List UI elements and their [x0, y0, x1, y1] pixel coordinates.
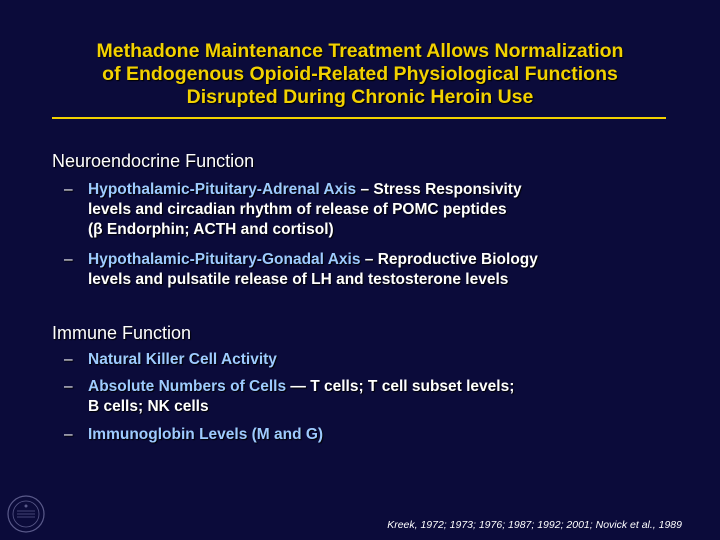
bullet-highlight: Hypothalamic-Pituitary-Adrenal Axis: [88, 181, 357, 198]
bullet-line-3: (β Endorphin; ACTH and cortisol): [88, 221, 334, 238]
title-line-2: of Endogenous Opioid-Related Physiological Functions: [102, 63, 618, 85]
title-line-1: Methadone Maintenance Treatment Allows Normalization: [96, 40, 624, 62]
bullet-dash: –: [64, 426, 73, 443]
bullet-rest: — T cells; T cell subset levels;: [286, 378, 515, 395]
bullet-line-2: levels and circadian rhythm of release of POMC peptides: [88, 201, 507, 218]
title-divider: [52, 117, 666, 119]
university-seal-icon: [6, 494, 46, 534]
bullet-highlight: Hypothalamic-Pituitary-Gonadal Axis: [88, 251, 361, 268]
bullet-highlight: Immunoglobin Levels (M and G): [88, 426, 324, 443]
bullet-hpa-axis: [64, 180, 688, 240]
bullet-rest: – Reproductive Biology: [360, 251, 538, 268]
bullet-dash: –: [64, 251, 73, 268]
bullet-nk-activity: [64, 350, 688, 370]
title-line-3: Disrupted During Chronic Heroin Use: [186, 86, 534, 108]
citation: Kreek, 1972; 1973; 1976; 1987; 1992; 2001; Novick et al., 1989: [387, 519, 682, 531]
bullet-highlight: Absolute Numbers of Cells: [88, 378, 287, 395]
bullet-hpg-axis: [64, 250, 688, 290]
bullet-line-2: B cells; NK cells: [88, 398, 209, 415]
bullet-dash: –: [64, 351, 73, 368]
section-heading-immune: Immune Function: [52, 323, 192, 343]
bullet-rest: – Stress Responsivity: [356, 181, 522, 198]
bullet-dash: –: [64, 378, 73, 395]
bullet-line-2: levels and pulsatile release of LH and testosterone levels: [88, 271, 509, 288]
section-heading-neuroendocrine: Neuroendocrine Function: [52, 151, 255, 171]
bullet-highlight: Natural Killer Cell Activity: [88, 351, 277, 368]
bullet-dash: –: [64, 181, 73, 198]
slide-title: [40, 40, 680, 109]
bullet-cell-numbers: [64, 377, 688, 417]
bullet-immunoglobin: [64, 425, 688, 445]
